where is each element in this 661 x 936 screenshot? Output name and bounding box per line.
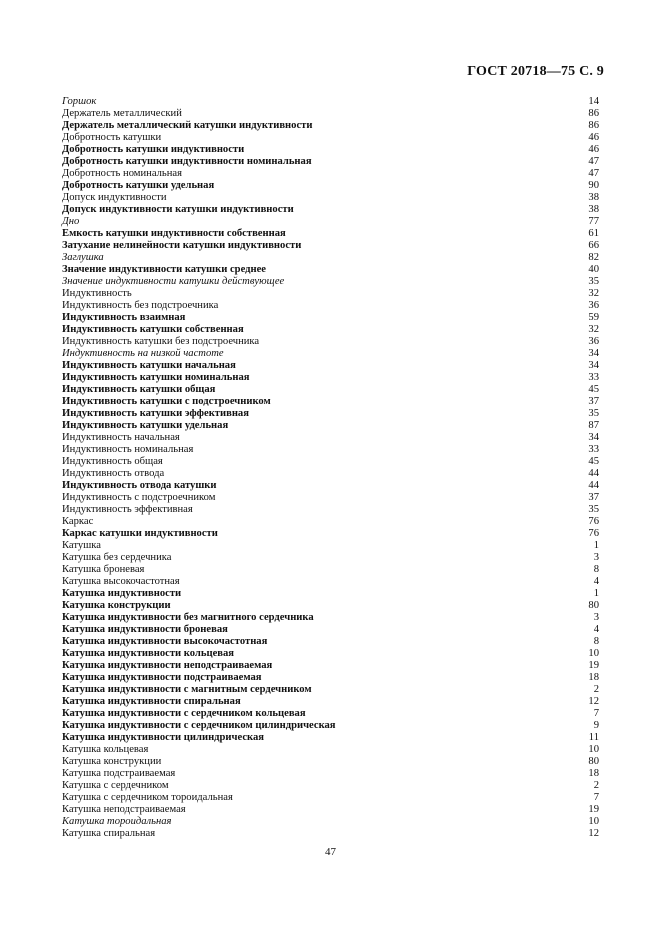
index-entry: [62, 588, 599, 600]
index-term: Емкость катушки индуктивности собственная: [62, 228, 286, 239]
index-entry: [62, 528, 599, 540]
index-entry: [62, 264, 599, 276]
index-entry: [62, 156, 599, 168]
index-term: Катушка индуктивности высокочастотная: [62, 636, 268, 647]
index-entry: [62, 636, 599, 648]
index-entry: [62, 372, 599, 384]
index-term: Индуктивность номинальная: [62, 444, 194, 455]
index-term: Индуктивность взаимная: [62, 312, 186, 323]
index-entry: [62, 324, 599, 336]
index-page-ref: 34: [588, 432, 599, 443]
index-entry: [62, 192, 599, 204]
index-page-ref: 34: [588, 360, 599, 371]
index-page-ref: 36: [588, 336, 599, 347]
index-term: Катушка индуктивности с сердечником цилиндрическая: [62, 720, 336, 731]
index-term: Индуктивность: [62, 288, 132, 299]
index-term: Катушка конструкции: [62, 600, 171, 611]
index-page-ref: 4: [593, 576, 599, 587]
index-page-ref: 47: [588, 168, 599, 179]
index-page-ref: 45: [588, 384, 599, 395]
index-page-ref: 8: [593, 636, 599, 647]
index-term: Индуктивность катушки удельная: [62, 420, 229, 431]
index-term: Катушка индуктивности с сердечником кольцевая: [62, 708, 306, 719]
index-term: Индуктивность катушки с подстроечником: [62, 396, 271, 407]
index-entry: [62, 468, 599, 480]
index-entry: [62, 384, 599, 396]
index-entry: [62, 756, 599, 768]
index-page-ref: 45: [588, 456, 599, 467]
index-term: Индуктивность катушки номинальная: [62, 372, 250, 383]
index-entry: [62, 720, 599, 732]
index-entry: [62, 708, 599, 720]
index-entry: [62, 336, 599, 348]
index-entry: [62, 204, 599, 216]
term-index: [62, 96, 599, 840]
document-header: ГОСТ 20718—75 С. 9: [467, 64, 604, 79]
index-page-ref: 19: [588, 804, 599, 815]
index-page-ref: 18: [588, 768, 599, 779]
index-page-ref: 40: [588, 264, 599, 275]
index-entry: [62, 540, 599, 552]
index-entry: [62, 672, 599, 684]
index-term: Катушка индуктивности спиральная: [62, 696, 241, 707]
index-entry: [62, 276, 599, 288]
index-entry: [62, 312, 599, 324]
index-entry: [62, 648, 599, 660]
index-page-ref: 12: [588, 828, 599, 839]
index-page-ref: 90: [588, 180, 599, 191]
index-page-ref: 11: [588, 732, 599, 743]
index-page-ref: 2: [593, 684, 599, 695]
index-entry: [62, 456, 599, 468]
index-term: Добротность катушки индуктивности: [62, 144, 245, 155]
index-entry: [62, 792, 599, 804]
index-term: Катушка индуктивности с магнитным сердечником: [62, 684, 312, 695]
index-term: Допуск индуктивности: [62, 192, 167, 203]
index-page-ref: 35: [588, 276, 599, 287]
index-term: Индуктивность начальная: [62, 432, 180, 443]
index-entry: [62, 432, 599, 444]
index-page-ref: 46: [588, 132, 599, 143]
index-term: Индуктивность катушки без подстроечника: [62, 336, 260, 347]
index-page-ref: 3: [593, 612, 599, 623]
index-term: Катушка спиральная: [62, 828, 156, 839]
index-term: Индуктивность с подстроечником: [62, 492, 216, 503]
index-page-ref: 7: [593, 792, 599, 803]
index-entry: [62, 300, 599, 312]
index-term: Добротность номинальная: [62, 168, 183, 179]
index-page-ref: 2: [593, 780, 599, 791]
index-term: Добротность катушки удельная: [62, 180, 215, 191]
index-term: Катушка индуктивности неподстраиваемая: [62, 660, 273, 671]
index-term: Катушка индуктивности кольцевая: [62, 648, 235, 659]
index-page-ref: 44: [588, 480, 599, 491]
index-term: Катушка индуктивности цилиндрическая: [62, 732, 265, 743]
index-entry: [62, 732, 599, 744]
index-entry: [62, 828, 599, 840]
index-entry: [62, 492, 599, 504]
index-page-ref: 37: [588, 492, 599, 503]
index-page-ref: 1: [593, 540, 599, 551]
index-term: Катушка с сердечником: [62, 780, 169, 791]
index-term: Держатель металлический катушки индуктивности: [62, 120, 313, 131]
index-term: Каркас: [62, 516, 94, 527]
index-entry: [62, 144, 599, 156]
index-page-ref: 32: [588, 288, 599, 299]
index-entry: [62, 228, 599, 240]
index-entry: [62, 600, 599, 612]
index-term: Индуктивность катушки собственная: [62, 324, 244, 335]
index-page-ref: 33: [588, 444, 599, 455]
index-page-ref: 38: [588, 192, 599, 203]
index-entry: [62, 564, 599, 576]
index-term: Катушка без сердечника: [62, 552, 172, 563]
index-entry: [62, 516, 599, 528]
index-entry: [62, 624, 599, 636]
index-page-ref: 37: [588, 396, 599, 407]
index-entry: [62, 168, 599, 180]
index-entry: [62, 444, 599, 456]
index-entry: [62, 120, 599, 132]
index-page-ref: 18: [588, 672, 599, 683]
index-term: Заглушка: [62, 252, 104, 263]
index-entry: [62, 252, 599, 264]
index-term: Катушка: [62, 540, 101, 551]
index-entry: [62, 288, 599, 300]
index-entry: [62, 684, 599, 696]
index-term: Допуск индуктивности катушки индуктивности: [62, 204, 294, 215]
index-entry: [62, 804, 599, 816]
index-page-ref: 59: [588, 312, 599, 323]
index-term: Катушка индуктивности броневая: [62, 624, 228, 635]
index-term: Индуктивность катушки общая: [62, 384, 216, 395]
index-term: Катушка кольцевая: [62, 744, 149, 755]
index-term: Значение индуктивности катушки среднее: [62, 264, 267, 275]
index-page-ref: 35: [588, 504, 599, 515]
index-term: Катушка индуктивности подстраиваемая: [62, 672, 262, 683]
index-page-ref: 10: [588, 648, 599, 659]
index-page-ref: 80: [588, 600, 599, 611]
index-entry: [62, 768, 599, 780]
index-page-ref: 9: [593, 720, 599, 731]
index-entry: [62, 816, 599, 828]
index-entry: [62, 216, 599, 228]
index-term: Каркас катушки индуктивности: [62, 528, 218, 539]
index-term: Катушка неподстраиваемая: [62, 804, 186, 815]
index-entry: [62, 96, 599, 108]
index-entry: [62, 744, 599, 756]
index-term: Горшок: [62, 96, 97, 107]
index-entry: [62, 240, 599, 252]
index-page-ref: 44: [588, 468, 599, 479]
index-page-ref: 36: [588, 300, 599, 311]
index-page-ref: 47: [588, 156, 599, 167]
index-entry: [62, 180, 599, 192]
index-term: Добротность катушки: [62, 132, 162, 143]
index-page-ref: 4: [593, 624, 599, 635]
index-page-ref: 61: [588, 228, 599, 239]
index-page-ref: 82: [588, 252, 599, 263]
index-term: Катушка конструкции: [62, 756, 162, 767]
index-entry: [62, 360, 599, 372]
index-page-ref: 32: [588, 324, 599, 335]
index-term: Индуктивность отвода: [62, 468, 165, 479]
index-page-ref: 86: [588, 108, 599, 119]
index-page-ref: 3: [593, 552, 599, 563]
index-page-ref: 10: [588, 744, 599, 755]
index-page-ref: 33: [588, 372, 599, 383]
index-term: Индуктивность отвода катушки: [62, 480, 217, 491]
index-term: Добротность катушки индуктивности номинальная: [62, 156, 312, 167]
index-term: Значение индуктивности катушки действующее: [62, 276, 285, 287]
index-page-ref: 66: [588, 240, 599, 251]
index-entry: [62, 408, 599, 420]
index-term: Катушка броневая: [62, 564, 145, 575]
index-term: Затухание нелинейности катушки индуктивности: [62, 240, 302, 251]
index-term: Индуктивность эффективная: [62, 504, 193, 515]
index-term: Индуктивность на низкой частоте: [62, 348, 224, 359]
index-term: Держатель металлический: [62, 108, 182, 119]
index-page-ref: 1: [593, 588, 599, 599]
index-page-ref: 77: [588, 216, 599, 227]
index-page-ref: 34: [588, 348, 599, 359]
index-page-ref: 38: [588, 204, 599, 215]
index-term: Катушка индуктивности: [62, 588, 182, 599]
index-entry: [62, 396, 599, 408]
index-entry: [62, 348, 599, 360]
index-entry: [62, 780, 599, 792]
index-entry: [62, 576, 599, 588]
index-entry: [62, 552, 599, 564]
index-page-ref: 86: [588, 120, 599, 131]
index-term: Индуктивность катушки эффективная: [62, 408, 249, 419]
index-entry: [62, 480, 599, 492]
index-page-ref: 76: [588, 528, 599, 539]
index-entry: [62, 504, 599, 516]
index-term: Катушка подстраиваемая: [62, 768, 176, 779]
index-term: Индуктивность без подстроечника: [62, 300, 219, 311]
index-entry: [62, 132, 599, 144]
index-entry: [62, 420, 599, 432]
index-page-ref: 7: [593, 708, 599, 719]
index-page-ref: 19: [588, 660, 599, 671]
index-term: Индуктивность общая: [62, 456, 163, 467]
index-page-ref: 80: [588, 756, 599, 767]
index-page-ref: 46: [588, 144, 599, 155]
index-page-ref: 35: [588, 408, 599, 419]
index-entry: [62, 612, 599, 624]
index-page-ref: 8: [593, 564, 599, 575]
index-term: Дно: [62, 216, 80, 227]
index-page-ref: 87: [588, 420, 599, 431]
index-page-ref: 10: [588, 816, 599, 827]
index-term: Катушка индуктивности без магнитного сердечника: [62, 612, 314, 623]
index-entry: [62, 696, 599, 708]
index-entry: [62, 660, 599, 672]
index-term: Катушка высокочастотная: [62, 576, 180, 587]
index-page-ref: 14: [588, 96, 599, 107]
index-term: Катушка с сердечником тороидальная: [62, 792, 233, 803]
index-page-ref: 12: [588, 696, 599, 707]
index-term: Индуктивность катушки начальная: [62, 360, 236, 371]
index-term: Катушка тороидальная: [62, 816, 172, 827]
index-page-ref: 76: [588, 516, 599, 527]
index-entry: [62, 108, 599, 120]
page-number: 47: [325, 846, 336, 858]
